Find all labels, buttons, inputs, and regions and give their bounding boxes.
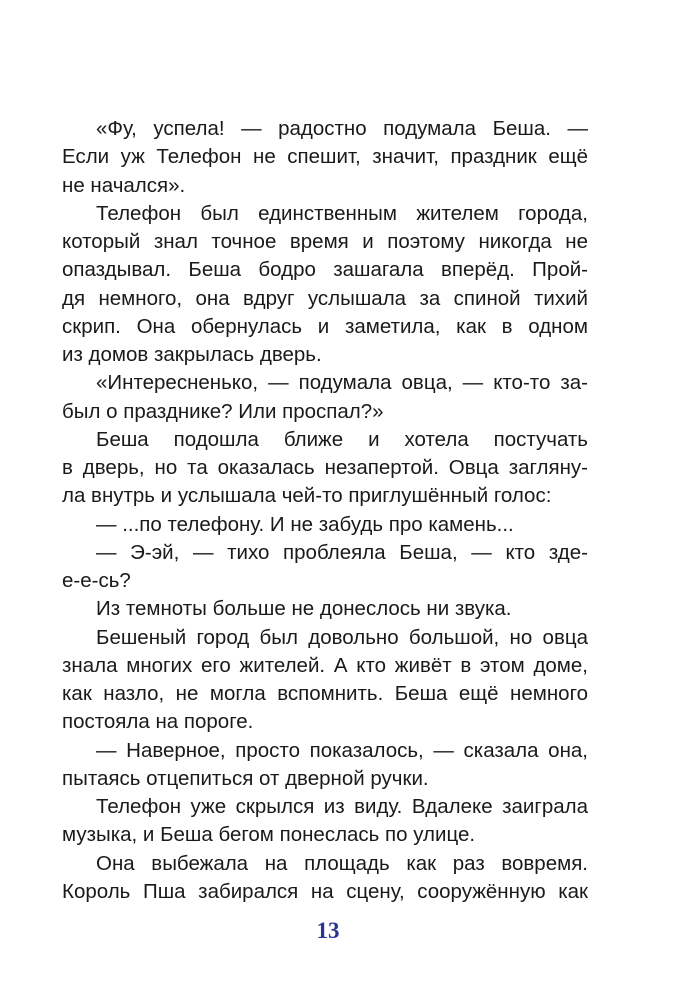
- text-line: Беша подошла ближе и хотела постучать: [96, 427, 588, 451]
- text-line: — ...по телефону. И не забудь про камень...: [96, 512, 514, 536]
- text-line: «Интересненько, — подумала овца, — кто-то за-: [96, 371, 588, 395]
- text-line: пытаясь отцепиться от дверной ручки.: [62, 766, 429, 790]
- text-line: Она выбежала на площадь как раз вовремя.: [96, 851, 588, 875]
- text-line: как назло, не могла вспомнить. Беша ещё немного: [62, 682, 588, 705]
- text-line: — Наверное, просто показалось, — сказала она,: [96, 738, 588, 762]
- text-line: постояла на пороге.: [62, 710, 254, 734]
- text-line: не начался».: [62, 173, 186, 197]
- text-line: Если уж Телефон не спешит, значит, праздник ещё: [62, 145, 588, 169]
- text-line: Бешеный город был довольно большой, но овца: [96, 625, 588, 649]
- text-line: Король Пша забирался на сцену, сооружённую как: [62, 879, 588, 903]
- text-line: знала многих его жителей. А кто живёт в этом доме,: [62, 653, 588, 677]
- text-line: скрип. Она обернулась и заметила, как в одном: [62, 314, 588, 338]
- text-line: «Фу, успела! — радостно подумала Беша. —: [96, 117, 588, 140]
- text-line: опаздывал. Беша бодро зашагала вперёд. Прой-: [62, 258, 588, 282]
- text-line: был о празднике? Или проспал?»: [62, 399, 384, 423]
- text-line: музыка, и Беша бегом понеслась по улице.: [62, 823, 476, 847]
- text-line: е-е-сь?: [62, 569, 131, 592]
- text-line: Телефон был единственным жителем города,: [96, 201, 588, 225]
- text-line: который знал точное время и поэтому никогда не: [62, 230, 588, 253]
- text-line: в дверь, но та оказалась незапертой. Овца загляну-: [62, 456, 588, 479]
- text-line: Телефон уже скрылся из виду. Вдалеке заиграла: [96, 795, 588, 818]
- text-line: ла внутрь и услышала чей-то приглушённый голос:: [62, 484, 552, 508]
- text-line: дя немного, она вдруг услышала за спиной тихий: [62, 286, 588, 310]
- text-line: — Э-эй, — тихо проблеяла Беша, — кто зде-: [96, 540, 588, 564]
- text-line: из домов закрылась дверь.: [62, 343, 322, 366]
- text-line: Из темноты больше не донеслось ни звука.: [96, 597, 512, 621]
- page-number: 13: [316, 918, 340, 943]
- body-text: [62, 115, 588, 906]
